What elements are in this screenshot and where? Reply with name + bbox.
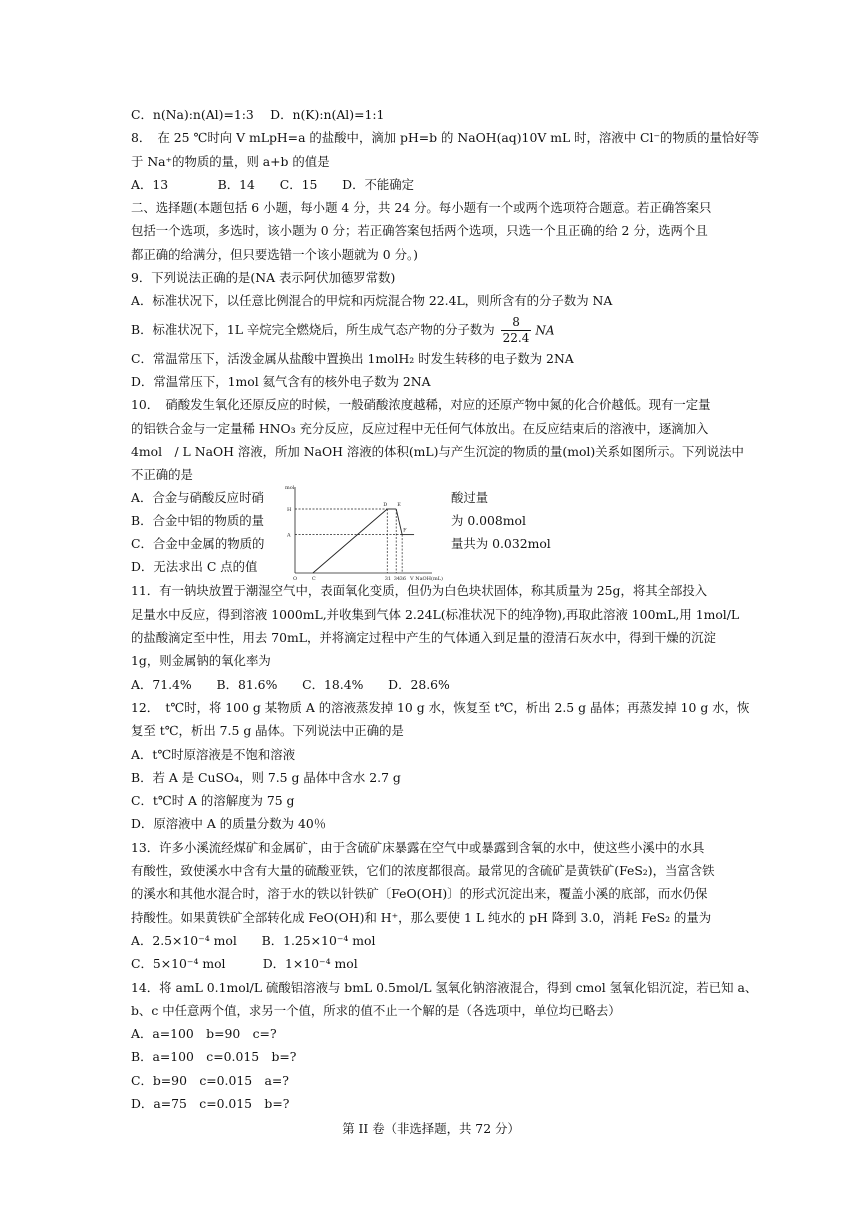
q10-line3: 4mol / L NaOH 溶液，所加 NaOH 溶液的体积(mL)与产生沉淀的物质的量(mol)关系如图所示。下列说法中 <box>131 443 744 459</box>
q9-option-b <box>131 313 731 347</box>
point-label-c: C <box>311 576 316 583</box>
point-label-e: E <box>397 502 401 509</box>
q11-options: A．71.4% B．81.6% C．18.4% D．28.6% <box>131 676 450 692</box>
point-label-o: O <box>293 576 298 583</box>
q11-line3: 的盐酸滴定至中性，用去 70mL，并将滴定过程中产生的气体通入到足量的澄清石灰水中，得到干燥的沉淀 <box>131 630 716 646</box>
q11-line2: 足量水中反应，得到溶液 1000mL,并收集到气体 2.24L(标准状况下的纯净物),再取此溶液 100mL,用 1mol/L <box>131 606 740 622</box>
q12-option-a: A．t℃时原溶液是不饱和溶液 <box>131 746 296 762</box>
q10-line1: 10． 硝酸发生氧化还原反应的时候，一般硝酸浓度越稀，对应的还原产物中氮的化合价越低。现有一定量 <box>131 397 711 413</box>
section-footer: 第 II 卷（非选择题，共 72 分） <box>342 1121 520 1137</box>
q13-options-2: C．5×10⁻⁴ mol D．1×10⁻⁴ mol <box>131 956 358 972</box>
section2-line2: 包括一个选项，多选时，该小题为 0 分；若正确答案包括两个选项，只选一个且正确的给 2 分，选两个且 <box>131 223 708 239</box>
series-fall <box>396 509 402 535</box>
point-label-a: A <box>287 533 291 540</box>
q14-option-a: A．a=100 b=90 c=? <box>131 1026 277 1042</box>
exam-page <box>131 103 760 1141</box>
q11-line4: 1g，则金属钠的氧化率为 <box>131 653 271 669</box>
point-label-h: H <box>287 507 292 514</box>
section2-line3: 都正确的给满分，但只要选错一个该小题就为 0 分。) <box>131 246 418 262</box>
q10-option-c-left: C．合金中金属的物质的 <box>131 536 265 552</box>
fraction-numerator: 8 <box>512 314 520 329</box>
q13-options-1: A．2.5×10⁻⁴ mol B．1.25×10⁻⁴ mol <box>131 932 376 948</box>
q9-option-c: C．常温常压下，活泼金属从盐酸中置换出 1molH₂ 时发生转移的电子数为 2NA <box>131 350 574 366</box>
q10-option-b-left: B．合金中铝的物质的量 <box>131 513 265 529</box>
q9-stem: 9．下列说法正确的是(NA 表示阿伏加德罗常数) <box>131 270 396 286</box>
fraction-denominator: 22.4 <box>502 330 530 345</box>
q13-line2: 有酸性，致使溪水中含有大量的硫酸亚铁，它们的浓度都很高。最常见的含硫矿是黄铁矿(FeS₂)，当富含铁 <box>131 863 715 879</box>
q10-option-b-right: 为 0.008mol <box>451 513 526 529</box>
q10-line2: 的铝铁合金与一定量稀 HNO₃ 充分反应，反应过程中无任何气体放出。在反应结束后的溶液中，逐滴加入 <box>131 420 709 436</box>
q10-option-d-left: D．无法求出 C 点的值 <box>131 559 258 575</box>
q8-line2: 于 Na⁺的物质的量，则 a+b 的值是 <box>131 153 330 169</box>
section2-line1: 二、选择题(本题包括 6 小题，每小题 4 分，共 24 分。每小题有一个或两个选项符合题意。若正确答案只 <box>131 200 712 216</box>
q10-line4: 不正确的是 <box>131 467 193 483</box>
q14-option-c: C．b=90 c=0.015 a=? <box>131 1072 289 1088</box>
q13-line1: 13．许多小溪流经煤矿和金属矿，由于含硫矿床暴露在空气中或暴露到含氧的水中，使这些小溪中的水具 <box>131 839 705 855</box>
q14-line2: b、c 中任意两个值，求另一个值，所求的值不止一个解的是（各选项中，单位均已略去） <box>131 1002 621 1018</box>
q9-option-a: A．标准状况下，以任意比例混合的甲烷和丙烷混合物 22.4L，则所含有的分子数为 NA <box>131 293 613 309</box>
q14-line1: 14．将 amL 0.1mol/L 硫酸铝溶液与 bmL 0.5mol/L 氢氧化钠溶液混合，得到 cmol 氢氧化铝沉淀，若已知 a、 <box>131 979 758 995</box>
q12-line2: 复至 t℃，析出 7.5 g 晶体。下列说法中正确的是 <box>131 723 404 739</box>
avogadro-symbol: NA <box>535 323 555 338</box>
q10-option-a-right: 酸过量 <box>451 490 489 506</box>
q8-options: A．13 B．14 C．15 D．不能确定 <box>131 176 415 192</box>
q11-line1: 11．有一钠块放置于潮湿空气中，表面氧化变质，但仍为白色块状固体，称其质量为 25g，将其全部投入 <box>131 583 708 599</box>
series-rise <box>313 509 387 573</box>
q12-line1: 12． t℃时，将 100 g 某物质 A 的溶液蒸发掉 10 g 水，恢复至 t℃，析出 2.5 g 晶体；再蒸发掉 10 g 水，恢 <box>131 699 750 715</box>
x-tick-label: 36 <box>399 576 407 583</box>
q7-options: C．n(Na):n(Al)=1:3 D．n(K):n(Al)=1:1 <box>131 107 385 122</box>
x-axis-label: V NaOH(mL) <box>410 576 443 583</box>
x-tick-label: 34 <box>393 576 401 583</box>
q13-line4: 持酸性。如果黄铁矿全部转化成 FeO(OH)和 H⁺，那么要使 1 L 纯水的 pH 降到 3.0，消耗 FeS₂ 的量为 <box>131 909 712 925</box>
q10-option-a-left: A．合金与硝酸反应时硝 <box>131 490 264 506</box>
x-tick-label: 31 <box>384 576 392 583</box>
precipitate-chart <box>283 485 443 583</box>
q10-option-c-right: 量共为 0.032mol <box>451 536 551 552</box>
q10-options-with-graph <box>131 485 731 583</box>
q13-line3: 的溪水和其他水混合时，溶于水的铁以针铁矿〔FeO(OH)〕的形式沉淀出来，覆盖小溪的底部，而水仍保 <box>131 886 708 902</box>
fraction <box>501 315 532 346</box>
q12-option-d: D．原溶液中 A 的质量分数为 40％ <box>131 816 327 832</box>
q14-option-b: B．a=100 c=0.015 b=? <box>131 1049 297 1065</box>
point-label-f: F <box>403 528 407 535</box>
q8-line1: 8． 在 25 ℃时向 V mLpH=a 的盐酸中，滴加 pH=b 的 NaOH(aq)10V mL 时，溶液中 Cl⁻的物质的量恰好等 <box>131 130 760 146</box>
point-label-d: D <box>383 502 388 509</box>
q9-option-b-text: B．标准状况下，1L 辛烷完全燃烧后，所生成气态产物的分子数为 <box>131 321 495 337</box>
y-axis-label: mol <box>285 485 295 492</box>
q9-option-d: D．常温常压下，1mol 氦气含有的核外电子数为 2NA <box>131 373 431 389</box>
q12-option-c: C．t℃时 A 的溶解度为 75 g <box>131 793 295 809</box>
q12-option-b: B．若 A 是 CuSO₄，则 7.5 g 晶体中含水 2.7 g <box>131 769 401 785</box>
q14-option-d: D．a=75 c=0.015 b=? <box>131 1095 290 1111</box>
